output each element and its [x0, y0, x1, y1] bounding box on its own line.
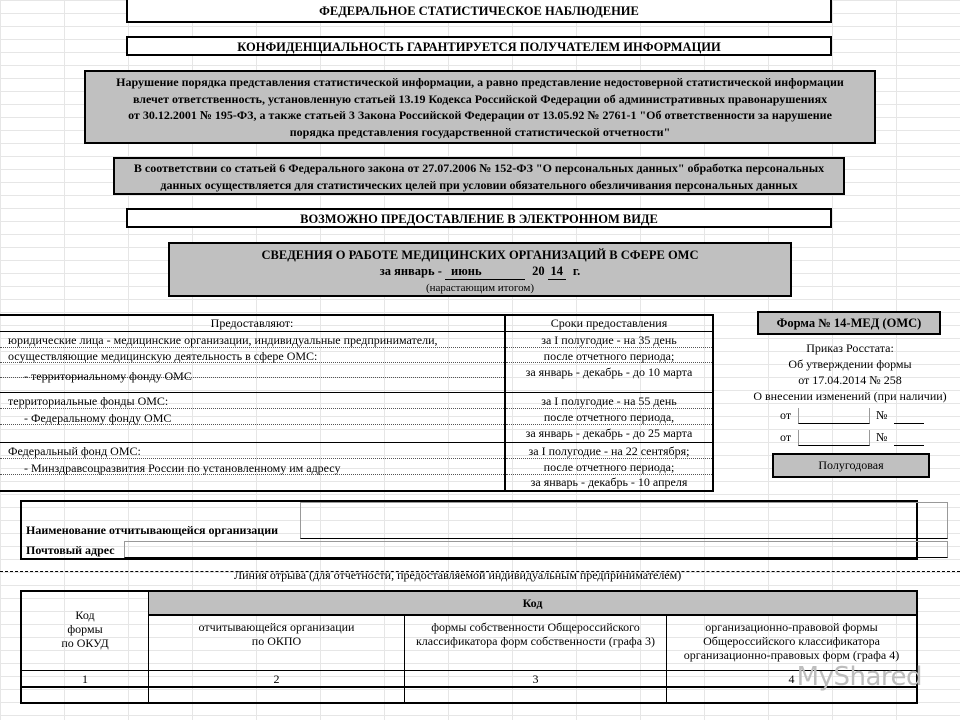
provider-row: - Минздравсоцразвития России по установленному им адресу [24, 461, 341, 475]
okfs-header: формы собственности Общероссийского клаcсификатора форм собственности (графа 3) [415, 620, 656, 648]
codes-table [20, 590, 920, 714]
provider-row: юридические лица - медицинские организации, индивидуальные предприниматели, [8, 333, 438, 347]
organization-name-field[interactable] [300, 502, 948, 539]
periodicity-box [772, 453, 930, 478]
year-prefix: 20 [532, 264, 545, 278]
confidentiality-banner [126, 36, 832, 56]
cumulative-note: (нарастающим итогом) [425, 282, 534, 294]
provider-row: Федеральный фонд ОМС: [8, 444, 141, 458]
personal-data-line-2: данных осуществляется для статистических целей при условии обязательного обезличивания персональных данных [160, 177, 798, 192]
report-title-block [168, 242, 792, 297]
changes-label: О внесении изменений (при наличии) [753, 389, 947, 403]
personal-data-line-1: В соответствии со статьей 6 Федерального закона от 27.07.2006 № 152-ФЗ "О персональных данных" обработка персональных [133, 161, 825, 175]
column-number: 3 [532, 672, 539, 686]
deadline-row: за I полугодие - на 55 день [541, 394, 677, 408]
report-title: СВЕДЕНИЯ О РАБОТЕ МЕДИЦИНСКИХ ОРГАНИЗАЦИЙ В СФЕРЕ ОМС [261, 248, 699, 262]
violation-line-1: Нарушение порядка представления статистической информации, а равно представление недостоверной статистической информации [116, 75, 844, 89]
change-from-label: от [780, 408, 792, 422]
watermark-logo [797, 662, 922, 692]
electronic-submission-text: ВОЗМОЖНО ПРЕДОСТАВЛЕНИЕ В ЭЛЕКТРОННОМ ВИДЕ [300, 212, 658, 226]
change-date-field[interactable] [798, 408, 870, 424]
deadline-row: за I полугодие - на 35 день [541, 333, 677, 347]
year-suffix: г. [572, 264, 581, 278]
violation-line-2: влечет ответственность, установленную статьей 13.19 Кодекса Российской Федерации об административных правонарушениях [132, 91, 828, 106]
okopf-header: организационно-правовой формы Общероссийского классификатора организационно-правовых форм (графа 4) [683, 620, 900, 662]
provider-row: осуществляющие медицинскую деятельность в сфере ОМС: [8, 349, 318, 363]
code-header-cell [149, 592, 916, 616]
providers-header: Предоставляют: [210, 316, 294, 330]
form-number-box [757, 311, 941, 335]
organization-name-label: Наименование отчитывающейся организации [26, 523, 279, 537]
providers-table [0, 314, 716, 490]
deadline-row: за I полугодие - на 22 сентября; [528, 444, 690, 458]
tear-line-label: Линия отрыва (для отчетности, предоставляемой индивидуальным предпринимателем) [234, 568, 682, 582]
order-line-2: Об утверждении формы [788, 357, 912, 371]
postal-address-label: Почтовый адрес [26, 543, 115, 557]
change-number-sign: № [876, 408, 888, 422]
column-number: 1 [82, 672, 88, 686]
year-value: 14 [548, 263, 566, 280]
deadline-row: за январь - декабрь - 10 апреля [530, 475, 688, 489]
change-row-2 [780, 430, 930, 446]
personal-data-notice [113, 157, 845, 195]
federal-observation-banner [126, 0, 832, 23]
provider-row: - Федеральному фонду ОМС [24, 411, 172, 425]
provider-row: территориальные фонды ОМС: [8, 394, 169, 408]
okud-header: Код формы по ОКУД [61, 608, 109, 650]
change-number-field[interactable] [894, 408, 924, 424]
deadline-row: за январь - декабрь - до 25 марта [525, 426, 693, 440]
code-header: Код [522, 596, 543, 610]
column-number: 4 [788, 672, 795, 686]
organization-section [0, 490, 960, 570]
deadline-row: за январь - декабрь - до 10 марта [525, 365, 693, 379]
electronic-submission-banner [126, 208, 832, 228]
report-period [170, 263, 790, 280]
period-month: июнь [445, 263, 525, 280]
violation-line-3: от 30.12.2001 № 195-ФЗ, а также статьей 3 Закона Российской Федерации от 13.05.92 № 2761-1 "Об ответственности за нарушение [128, 108, 832, 122]
change-number-field[interactable] [894, 430, 924, 446]
watermark-text: MyShared [796, 662, 922, 692]
postal-address-field[interactable] [124, 541, 948, 558]
change-date-field[interactable] [798, 430, 870, 446]
order-info [742, 340, 958, 404]
okpo-header: отчитывающейся организации по ОКПО [198, 620, 355, 648]
periodicity: Полугодовая [818, 458, 884, 472]
deadline-row: после отчетного периода; [543, 349, 675, 363]
change-row-1 [780, 408, 930, 424]
change-from-label: от [780, 430, 792, 444]
violation-notice [84, 70, 876, 144]
deadline-row: после отчетного периода; [543, 460, 675, 474]
violation-line-4: порядка представления государственной статистической отчетности" [289, 124, 671, 139]
provider-row: - территориальному фонду ОМС [24, 369, 192, 383]
order-line-3: от 17.04.2014 № 258 [798, 373, 902, 387]
column-number: 2 [273, 672, 280, 686]
change-number-sign: № [876, 430, 888, 444]
deadlines-header: Сроки предоставления [550, 316, 668, 330]
confidentiality-text: КОНФИДЕНЦИАЛЬНОСТЬ ГАРАНТИРУЕТСЯ ПОЛУЧАТЕЛЕМ ИНФОРМАЦИИ [237, 40, 721, 54]
form-number: Форма № 14-МЕД (ОМС) [776, 316, 922, 330]
period-prefix: за январь - [379, 264, 442, 278]
federal-observation-text: ФЕДЕРАЛЬНОЕ СТАТИСТИЧЕСКОЕ НАБЛЮДЕНИЕ [319, 4, 639, 18]
deadline-row: после отчетного периода, [543, 410, 675, 424]
order-line-1: Приказ Росстата: [806, 341, 894, 355]
